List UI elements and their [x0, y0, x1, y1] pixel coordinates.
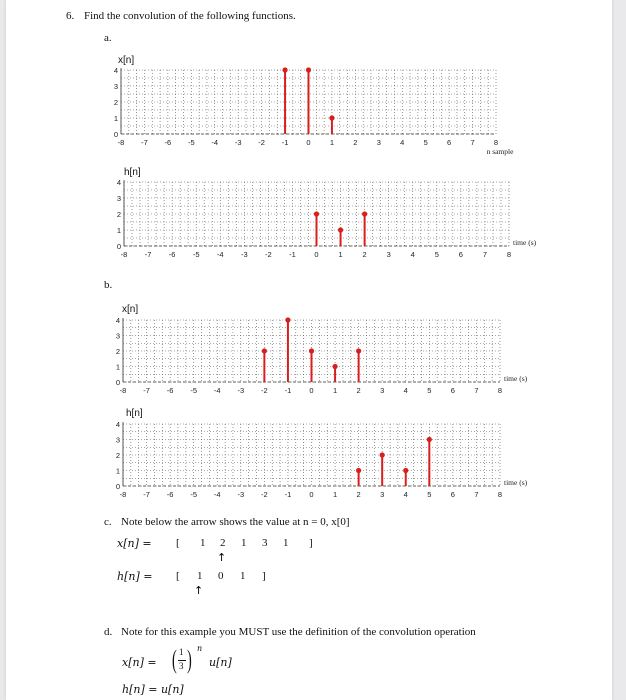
- y-tick-label: 2: [115, 451, 120, 460]
- y-tick-label: 2: [115, 347, 120, 356]
- x-tick-label: -4: [213, 490, 221, 499]
- x-tick-label: 4: [400, 138, 405, 147]
- x-tick-label: 6: [450, 386, 455, 395]
- plot-title: h[n]: [126, 408, 143, 419]
- part-b-label: b.: [104, 279, 113, 291]
- x-tick-label: 6: [447, 138, 452, 147]
- y-tick-label: 2: [116, 210, 121, 219]
- x-tick-label: -2: [265, 250, 272, 259]
- part-c-x-val-4: 1: [283, 537, 289, 549]
- x-tick-label: -7: [143, 386, 150, 395]
- part-a-label: a.: [104, 32, 112, 44]
- x-axis-label: time (s): [513, 238, 537, 247]
- x-tick-label: -2: [261, 490, 268, 499]
- part-d-h-eq: h[n] = u[n]: [122, 683, 184, 696]
- x-tick-label: -7: [144, 250, 152, 259]
- x-tick-label: 2: [356, 490, 361, 499]
- x-tick-label: -5: [187, 138, 195, 147]
- part-d-x-rhs: u[n]: [209, 656, 232, 669]
- x-tick-label: 7: [470, 138, 475, 147]
- y-tick-label: 1: [116, 226, 121, 235]
- part-c-h-val-2: 1: [240, 570, 246, 582]
- x-tick-label: 7: [474, 490, 479, 499]
- x-tick-label: 7: [474, 386, 479, 395]
- x-tick-label: -1: [284, 386, 292, 395]
- x-tick-label: 0: [314, 250, 319, 259]
- stem-marker: [403, 468, 408, 473]
- x-tick-label: -5: [190, 490, 198, 499]
- stem-marker: [380, 452, 385, 457]
- part-c-x-val-1: 2: [220, 537, 226, 549]
- x-tick-label: 1: [332, 490, 338, 499]
- x-tick-label: -4: [211, 138, 219, 147]
- x-tick-label: -3: [237, 490, 245, 499]
- part-d-exponent: n: [197, 644, 203, 653]
- part-c-x-close-bracket: ]: [309, 537, 313, 549]
- x-tick-label: 4: [403, 490, 408, 499]
- x-tick-label: -8: [117, 138, 125, 147]
- x-tick-label: -3: [240, 250, 248, 259]
- x-tick-label: 2: [356, 386, 361, 395]
- x-tick-label: 0: [306, 138, 311, 147]
- part-d-left-paren: (: [172, 645, 177, 674]
- x-tick-label: 1: [329, 138, 335, 147]
- x-tick-label: 3: [380, 386, 385, 395]
- y-tick-label: 4: [115, 316, 120, 325]
- stem-marker: [282, 67, 287, 72]
- x-tick-label: -1: [281, 138, 289, 147]
- question-number: 6.: [66, 10, 75, 22]
- x-tick-label: -6: [166, 386, 174, 395]
- y-tick-label: 1: [115, 466, 120, 476]
- x-tick-label: 3: [380, 490, 385, 499]
- x-tick-label: 5: [427, 490, 432, 499]
- x-tick-label: 6: [450, 490, 455, 499]
- part-c-x-val-2: 1: [241, 537, 247, 549]
- stem-marker: [362, 211, 367, 216]
- y-tick-label: 4: [113, 66, 118, 75]
- part-c-h-val-0: 1: [197, 570, 203, 582]
- x-tick-label: -6: [164, 138, 172, 147]
- part-c-x-val-3: 3: [262, 537, 268, 549]
- part-c-h-lhs: h[n] =: [117, 570, 153, 583]
- x-tick-label: -3: [237, 386, 245, 395]
- x-tick-label: 6: [458, 250, 463, 259]
- y-tick-label: 1: [113, 114, 118, 123]
- part-c-h-up-arrow-icon: ↑: [194, 584, 204, 597]
- x-tick-label: -1: [284, 490, 292, 499]
- x-tick-label: 5: [423, 138, 428, 147]
- y-tick-label: 3: [115, 435, 120, 445]
- y-tick-label: 0: [116, 242, 121, 251]
- part-a-x-plot: [86, 50, 546, 162]
- x-tick-label: -6: [168, 250, 176, 259]
- part-c-x-lhs: x[n] =: [117, 537, 152, 550]
- x-tick-label: 1: [338, 250, 343, 259]
- x-axis-label: n sample: [486, 147, 514, 156]
- x-tick-label: 1: [332, 386, 338, 395]
- x-tick-label: 4: [410, 250, 415, 259]
- x-tick-label: -3: [234, 138, 242, 147]
- x-tick-label: -4: [216, 250, 224, 259]
- stem-marker: [356, 468, 361, 473]
- x-tick-label: 8: [497, 490, 503, 499]
- part-c-h-open-bracket: [: [176, 570, 180, 582]
- x-tick-label: -8: [119, 386, 127, 395]
- y-tick-label: 0: [115, 378, 120, 387]
- stem-marker: [332, 364, 337, 369]
- x-tick-label: 0: [309, 490, 314, 499]
- x-tick-label: -1: [289, 250, 296, 259]
- y-tick-label: 4: [115, 420, 120, 429]
- part-d-x-lhs: x[n] =: [122, 656, 157, 669]
- x-tick-label: -4: [213, 386, 221, 395]
- x-tick-label: 2: [362, 250, 367, 259]
- stem-marker: [306, 67, 311, 72]
- x-tick-label: -5: [192, 250, 200, 259]
- x-tick-label: 8: [493, 138, 499, 147]
- part-c-x-open-bracket: [: [176, 537, 180, 549]
- x-tick-label: 3: [386, 250, 391, 259]
- y-tick-label: 3: [113, 82, 118, 91]
- x-tick-label: 4: [403, 386, 408, 395]
- x-tick-label: 8: [506, 250, 512, 259]
- x-tick-label: -8: [119, 490, 127, 499]
- y-tick-label: 3: [115, 331, 120, 341]
- x-tick-label: -7: [143, 490, 150, 499]
- part-c-h-close-bracket: ]: [262, 570, 266, 582]
- stem-marker: [329, 115, 334, 120]
- part-d-frac-den: 3: [179, 661, 184, 671]
- stem-marker: [314, 211, 319, 216]
- x-tick-label: -2: [258, 138, 265, 147]
- part-c-note: Note below the arrow shows the value at n = 0, x[0]: [121, 516, 350, 528]
- part-b-x-plot: [86, 298, 546, 402]
- stem-marker: [338, 227, 343, 232]
- x-tick-label: 0: [309, 386, 314, 395]
- x-tick-label: -8: [120, 250, 128, 259]
- plot-title: h[n]: [124, 167, 141, 178]
- x-tick-label: 8: [497, 386, 503, 395]
- x-tick-label: -6: [166, 490, 174, 499]
- part-d-right-paren: ): [187, 645, 192, 674]
- x-tick-label: 7: [482, 250, 488, 259]
- y-tick-label: 2: [113, 98, 118, 107]
- x-tick-label: -7: [141, 138, 148, 147]
- x-tick-label: -2: [261, 386, 268, 395]
- stem-marker: [309, 348, 314, 353]
- stem-marker: [356, 348, 361, 353]
- stem-marker: [285, 317, 290, 322]
- plot-title: x[n]: [122, 304, 139, 315]
- x-tick-label: 5: [427, 386, 432, 395]
- document-page: [6, 0, 612, 700]
- y-tick-label: 0: [113, 130, 118, 139]
- x-tick-label: -5: [190, 386, 198, 395]
- y-tick-label: 1: [115, 362, 120, 372]
- part-d-label: d.: [104, 626, 113, 638]
- part-c-x-up-arrow-icon: ↑: [217, 551, 227, 564]
- stem-marker: [262, 348, 267, 353]
- part-c-h-val-1: 0: [218, 570, 224, 582]
- question-prompt: Find the convolution of the following functions.: [84, 10, 296, 22]
- y-tick-label: 3: [116, 194, 121, 203]
- part-d-frac-num: 1: [179, 647, 184, 657]
- stem-marker: [427, 437, 432, 442]
- part-c-x-val-0: 1: [200, 537, 206, 549]
- x-axis-label: time (s): [504, 374, 528, 383]
- part-b-h-plot: [86, 402, 546, 506]
- x-tick-label: 2: [353, 138, 358, 147]
- y-tick-label: 0: [115, 482, 120, 491]
- y-tick-label: 4: [116, 178, 121, 187]
- plot-title: x[n]: [118, 55, 135, 66]
- x-axis-label: time (s): [504, 478, 528, 487]
- part-a-h-plot: [86, 162, 556, 274]
- x-tick-label: 5: [434, 250, 439, 259]
- part-c-label: c.: [104, 516, 112, 528]
- part-d-note: Note for this example you MUST use the definition of the convolution operation: [121, 626, 476, 638]
- x-tick-label: 3: [376, 138, 381, 147]
